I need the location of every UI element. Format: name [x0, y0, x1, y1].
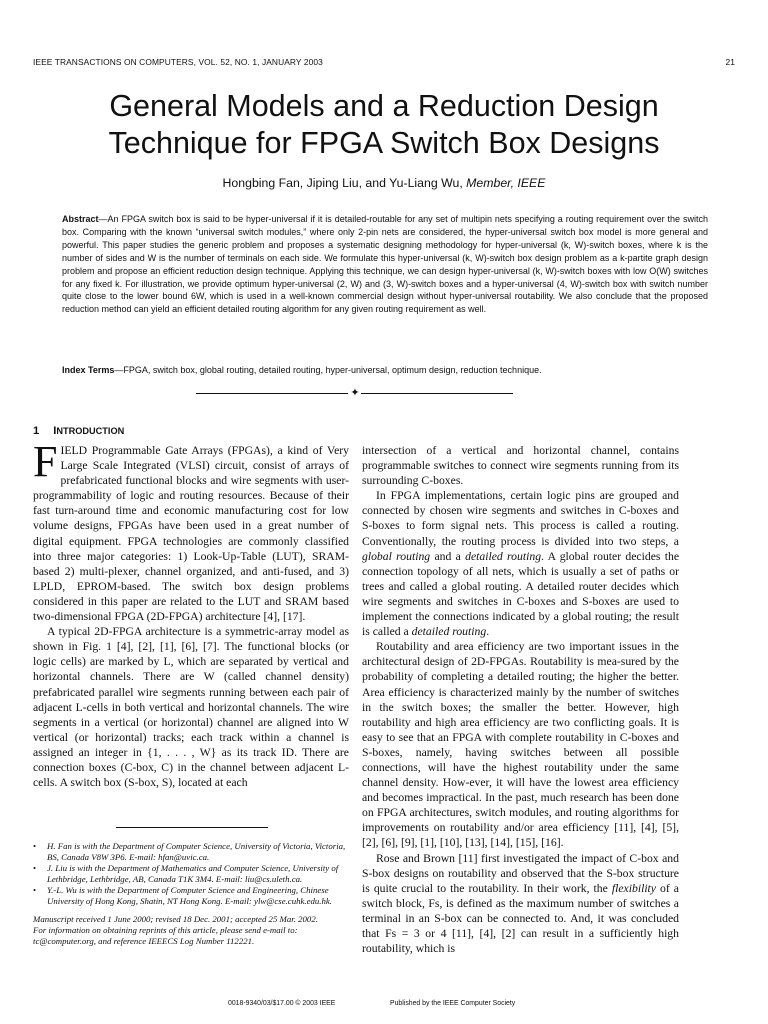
- title-line-2: Technique for FPGA Switch Box Designs: [108, 126, 660, 160]
- running-header: [33, 57, 735, 71]
- right-paragraph-4: Rose and Brown [11] first investigated the impact of C-box and S-box designs on routability and observed that the S-box structure is quite crucial to the routability. In their work, the flexibility of a switch block, Fs, is defined as the maximum number of switches a terminal in an S-box can be connected to. And, it was concluded that Fs = 3 or 4 [11], [4], [2] can result in a sufficiently high routability, which is: [362, 851, 679, 956]
- page-footer: [0, 1000, 768, 1012]
- right-paragraph-2: In FPGA implementations, certain logic pins are grouped and connected by chosen wire segments and switches in C-boxes and S-boxes to form signal nets. This process is called a routing. Conventionally, the routing process is divided into two steps, a global routing and a detailed routing. A global router decides the connection topology of all nets, which is usually a set of paths or trees and called a global routing. A detailed router decides which wire segments and switches in C-boxes and S-boxes are used to implement the connections indicated by a global routing; the result is called a detailed routing.: [362, 489, 680, 639]
- index-terms-text: —FPGA, switch box, global routing, detailed routing, hyper-universal, optimum design, reduction technique.: [114, 365, 542, 375]
- section-heading: [33, 425, 124, 437]
- intro-paragraph-2: A typical 2D-FPGA architecture is a symmetric-array model as shown in Fig. 1 [4], [2], [1], [6], [7]. The functional blocks (or logic cells) are marked by L, which are separated by vertical and horizontal channels. There are W (called channel density) prefabricated parallel wire segments running between each pair of adjacent L-cells in both vertical and horizontal channels. The wire segments in a vertical (or horizontal) channel are aligned into W vertical (or horizontal) tracks; each track within a channel is assigned an integer in {1, . . . , W} as its track ID. There are connection boxes (C-box, C) in the channel between adjacent L-cells. A switch box (S-box, S), located at each: [33, 625, 349, 790]
- footnote-item: • J. Liu is with the Department of Mathematics and Computer Science, University of Lethbridge, Lethbridge, AB, Canada T1K 3M4. E-mail: liu@cs.uleth.ca.: [33, 863, 339, 885]
- journal-info: IEEE TRANSACTIONS ON COMPUTERS, VOL. 52, NO. 1, JANUARY 2003: [33, 57, 323, 67]
- reprints-info: For information on obtaining reprints of this article, please send e-mail to: tc@computer.org, and reference IEEECS Log Number 112221.: [33, 924, 298, 946]
- abstract-text: —An FPGA switch box is said to be hyper-universal if it is detailed-routable for any set of multipin nets specifying a routing requirement over the switch box. Comparing with the known “universal switch modules,” where only 2-pin nets are considered, the hyper-universal switch box model is more general and powerful. This paper studies the generic problem and proposes a systematic designing methodology for hyper-universal (k, W)-switch boxes, where k is the number of sides and W is the number of terminals on each side. We formulate this hyper-universal (k, W)-switch box design problem as a k-partite graph design problem and propose an efficient reduction design technique. Applying this technique, we can design hyper-universal (k, W)-switch boxes with low O(W) switches for any fixed k. For illustration, we provide optimum hyper-universal (2, W) and (3, W)-switch boxes and a hyper-universal (4, W)-switch box with switch number quite close to the lower bound 6W, which is used in a well-known commercial design without hyper-universal routability. We also conclude that the proposed reduction method can yield an efficient detailed routing algorithm for any given routing requirement as well.: [62, 214, 708, 315]
- author-line: [0, 176, 768, 190]
- title-line-1: General Models and a Reduction Design: [109, 89, 659, 123]
- footnotes: [33, 841, 349, 947]
- intro-paragraph-1: FIELD Programmable Gate Arrays (FPGAs), a kind of Very Large Scale Integrated (VLSI) circuit, consist of arrays of prefabricated functional blocks and wire segments with user-programmability of logic and routing resources. Because of their fast turn-around time and economic manufacturing cost for low volume designs, FPGAs have been used in a great number of digital equipment. FPGA technologies are commonly classified into three major categories: 1) Look-Up-Table (LUT), SRAM-based 2) multi-plexer, channel organized, and anti-fused, and 3) LPLD, EPROM-based. The switch box design problems considered in this paper are related to the LUT and SRAM based two-dimensional FPGA (2D-FPGA) architecture [4], [17].: [33, 437, 349, 624]
- section-number: 1: [33, 425, 40, 437]
- abstract-label: Abstract: [62, 214, 99, 224]
- footnote-item: • H. Fan is with the Department of Computer Science, University of Victoria, Victoria, BS, Canada V8W 3P6. E-mail: hfan@uvic.ca.: [33, 841, 346, 863]
- left-column: [33, 437, 349, 790]
- footnote-item: • Y.-L. Wu is with the Department of Computer Science and Engineering, Chinese University of Hong Kong, Shatin, NT Hong Kong. E-mail: ylw@cse.cuhk.edu.hk.: [33, 885, 333, 907]
- section-title-rest: NTRODUCTION: [56, 426, 125, 436]
- footnote-rule: [116, 827, 268, 828]
- footer-copyright: 0018-9340/03/$17.00 © 2003 IEEE: [228, 1000, 336, 1007]
- divider-diamond-icon: ✦: [350, 387, 360, 399]
- section-divider: [196, 386, 513, 400]
- right-paragraph-1: intersection of a vertical and horizontal channel, contains programmable switches to connect wire segments running from its surrounding C-boxes.: [362, 444, 679, 488]
- footer-publisher: Published by the IEEE Computer Society: [390, 1000, 516, 1007]
- index-terms-label: Index Terms: [62, 365, 115, 375]
- author-names: Hongbing Fan, Jiping Liu, and Yu-Liang Wu,: [222, 176, 467, 190]
- right-paragraph-3: Routability and area efficiency are two important issues in the architectural design of 2D-FPGAs. Routability is mea-sured by the probability of completing a detailed routing; the higher the better. Area efficiency is characterized mainly by the number of switches in the switch boxes; the smaller the better. However, high routability and high area efficiency are two conflicting goals. It is easy to see that an FPGA with complete routability in C-boxes and S-boxes, namely, having switches between all possible connections, will have the highest routability under the same channel density. How-ever, it will have the lowest area efficiency and becomes impractical. In the past, much research has been done on FPGA architectures, switch modules, and routing algorithms for improvements on routability and/or area efficiency [11], [4], [5], [2], [6], [9], [1], [10], [13], [14], [15], [16].: [362, 640, 679, 850]
- section-title-initial: I: [53, 425, 57, 437]
- manuscript-dates: Manuscript received 1 June 2000; revised 18 Dec. 2001; accepted 25 Mar. 2002.: [33, 913, 318, 924]
- page-number: 21: [725, 57, 735, 67]
- divider-line-left: [196, 393, 348, 394]
- right-column: [362, 443, 679, 956]
- drop-cap: F: [33, 437, 58, 486]
- paper-title: [0, 88, 768, 162]
- index-terms: [62, 365, 708, 375]
- author-membership: Member, IEEE: [466, 176, 546, 190]
- abstract: [62, 213, 708, 316]
- divider-line-right: [361, 393, 513, 394]
